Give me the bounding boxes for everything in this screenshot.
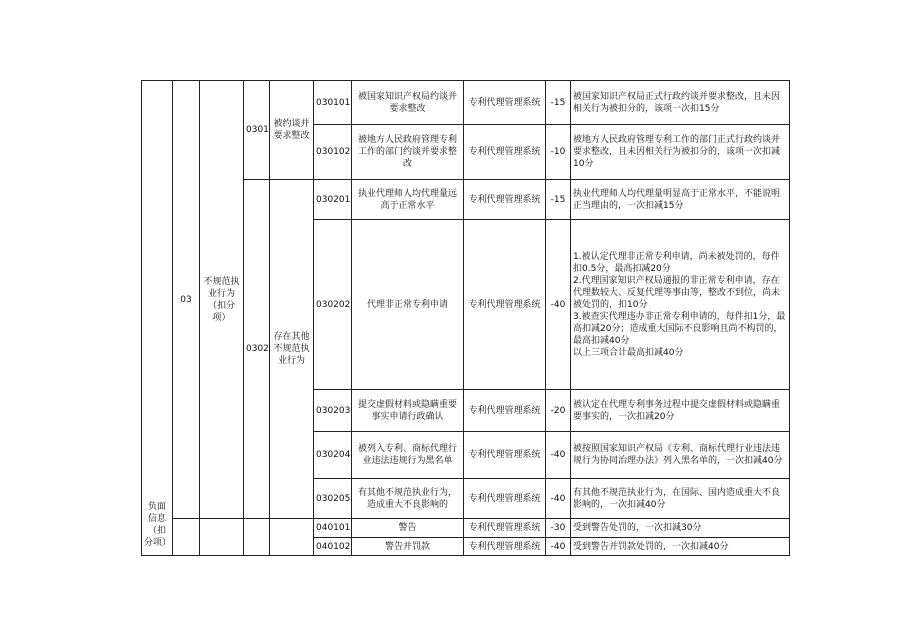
score-cell: -20 <box>546 390 571 432</box>
desc-cell <box>571 220 790 390</box>
category-cell: 负面信息（扣分项） <box>142 81 173 556</box>
item-code-cell: 030205 <box>314 479 352 519</box>
item-code-cell: 030201 <box>314 180 352 220</box>
scoring-table <box>141 80 790 556</box>
score-cell: -15 <box>546 81 571 125</box>
item-name-cell: 执业代理师人均代理量远高于正常水平 <box>352 180 464 220</box>
group-name-cell: 不规范执业行为（扣分项） <box>200 81 244 519</box>
item-code-cell: 030202 <box>314 220 352 390</box>
group-name-cell <box>200 519 244 556</box>
subgroup-code-cell: 0302 <box>244 180 270 519</box>
item-name-cell: 被地方人民政府管理专利工作的部门约谈并要求整改 <box>352 125 464 180</box>
desc-cell: 被按照国家知识产权局《专利、商标代理行业违法违规行为协同治理办法》列入黑名单的，一次扣减40分 <box>571 432 790 479</box>
group-code-cell <box>173 519 200 556</box>
score-cell: -30 <box>546 519 571 538</box>
group-code-cell: 03 <box>173 81 200 519</box>
score-cell: -15 <box>546 180 571 220</box>
item-name-cell: 警告 <box>352 519 464 538</box>
desc-line: 2.代理国家知识产权局通报的非正常专利申请，存在代理数较大、反复代理等事由等，整改不到位，尚未被处罚的，扣10分 <box>573 275 781 310</box>
item-code-cell: 040101 <box>314 519 352 538</box>
desc-cell: 受到警告并罚款处罚的，一次扣减40分 <box>571 538 790 556</box>
subgroup-name-cell <box>270 519 314 556</box>
subgroup-name-cell: 存在其他不规范执业行为 <box>270 180 314 519</box>
item-name-cell: 有其他不规范执业行为，造成重大不良影响的 <box>352 479 464 519</box>
desc-cell: 执业代理师人均代理量明显高于正常水平，不能说明正当理由的，一次扣减15分 <box>571 180 790 220</box>
source-cell: 专利代理管理系统 <box>464 479 546 519</box>
table-row <box>142 81 790 125</box>
score-cell: -40 <box>546 479 571 519</box>
item-name-cell: 被国家知识产权局约谈并要求整改 <box>352 81 464 125</box>
item-name-cell: 提交虚假材料或隐瞒重要事实申请行政确认 <box>352 390 464 432</box>
desc-cell: 被国家知识产权局正式行政约谈并要求整改，且未因相关行为被扣分的，该项一次扣15分 <box>571 81 790 125</box>
desc-line: 3.被查实代理违办非正常专利申请的，每件扣1分，最高扣减20分；造成重大国际不良影响且尚不构罚的，最高扣减40分 <box>573 311 786 346</box>
source-cell: 专利代理管理系统 <box>464 220 546 390</box>
item-name-cell: 被列入专利、商标代理行业违法违规行为黑名单 <box>352 432 464 479</box>
source-cell: 专利代理管理系统 <box>464 519 546 538</box>
source-cell: 专利代理管理系统 <box>464 125 546 180</box>
score-cell: -40 <box>546 220 571 390</box>
source-cell: 专利代理管理系统 <box>464 538 546 556</box>
item-code-cell: 030101 <box>314 81 352 125</box>
subgroup-name-cell: 被约谈并要求整改 <box>270 81 314 180</box>
desc-line: 以上三项合计最高扣减40分 <box>573 347 684 358</box>
subgroup-code-cell: 0301 <box>244 81 270 180</box>
table-row <box>142 519 790 538</box>
item-code-cell: 030102 <box>314 125 352 180</box>
score-cell: -40 <box>546 538 571 556</box>
score-cell: -10 <box>546 125 571 180</box>
desc-cell: 受到警告处罚的，一次扣减30分 <box>571 519 790 538</box>
item-code-cell: 040102 <box>314 538 352 556</box>
desc-cell: 被认定在代理专利事务过程中提交虚假材料或隐瞒重要事实的，一次扣减20分 <box>571 390 790 432</box>
source-cell: 专利代理管理系统 <box>464 390 546 432</box>
desc-cell: 被地方人民政府管理专利工作的部门正式行政约谈并要求整改，且未因相关行为被扣分的，该项一次扣减10分 <box>571 125 790 180</box>
item-code-cell: 030204 <box>314 432 352 479</box>
source-cell: 专利代理管理系统 <box>464 432 546 479</box>
desc-cell: 有其他不规范执业行为，在国际、国内造成重大不良影响的，一次扣减40分 <box>571 479 790 519</box>
source-cell: 专利代理管理系统 <box>464 81 546 125</box>
item-code-cell: 030203 <box>314 390 352 432</box>
item-name-cell: 警告并罚款 <box>352 538 464 556</box>
item-name-cell: 代理非正常专利申请 <box>352 220 464 390</box>
desc-line: 1.被认定代理非正常专利申请，尚未被处罚的，每件扣0.5分，最高扣减20分 <box>573 251 780 274</box>
subgroup-code-cell <box>244 519 270 556</box>
score-cell: -40 <box>546 432 571 479</box>
source-cell: 专利代理管理系统 <box>464 180 546 220</box>
